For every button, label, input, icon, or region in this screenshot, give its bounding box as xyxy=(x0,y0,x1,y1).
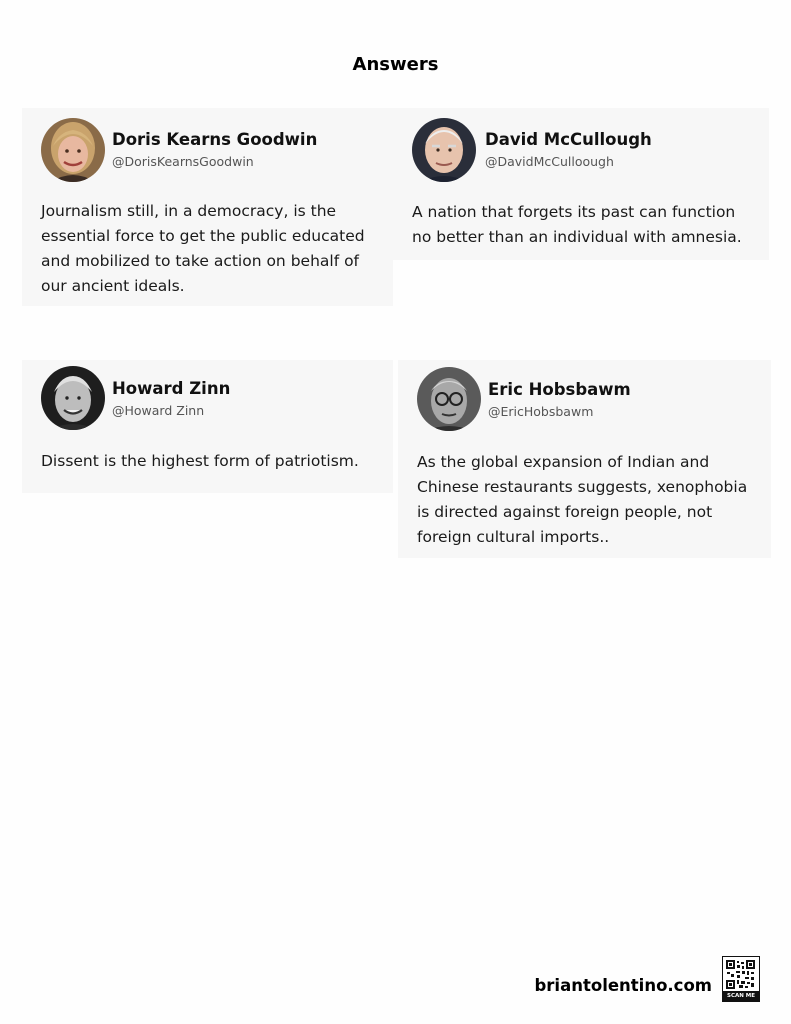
quote-line: essential force to get the public educated xyxy=(41,227,365,245)
author-name: Eric Hobsbawm xyxy=(488,380,631,399)
portrait-icon xyxy=(412,118,476,182)
avatar xyxy=(417,367,481,431)
quote-line: is directed against foreign people, not xyxy=(417,503,713,521)
quote-text xyxy=(41,199,386,299)
portrait-icon xyxy=(41,366,105,430)
author-name: Howard Zinn xyxy=(112,379,231,398)
qr-code-icon xyxy=(726,960,755,989)
portrait-icon xyxy=(41,118,105,182)
quote-line: and mobilized to take action on behalf of xyxy=(41,252,360,270)
qr-label: SCAN ME xyxy=(723,991,759,1001)
qr-code[interactable] xyxy=(722,956,760,1002)
author-handle: @EricHobsbawm xyxy=(488,404,594,419)
quote-line: Dissent is the highest form of patriotism. xyxy=(41,452,359,470)
author-handle: @DorisKearnsGoodwin xyxy=(112,154,254,169)
quote-card-howard-zinn xyxy=(22,360,393,493)
author-handle: @Howard Zinn xyxy=(112,403,205,418)
author-handle: @DavidMcCulloough xyxy=(485,154,614,169)
quote-line: Chinese restaurants suggests, xenophobia xyxy=(417,478,748,496)
website-link[interactable]: briantolentino.com xyxy=(534,976,712,995)
quote-line: foreign cultural imports.. xyxy=(417,528,610,546)
quote-text xyxy=(41,449,386,474)
author-name: David McCullough xyxy=(485,130,652,149)
avatar xyxy=(41,366,105,430)
quote-line: As the global expansion of Indian and xyxy=(417,453,710,471)
quote-line: A nation that forgets its past can function xyxy=(412,203,736,221)
portrait-icon xyxy=(417,367,481,431)
quote-line: Journalism still, in a democracy, is the xyxy=(41,202,337,220)
quote-card-eric-hobsbawm xyxy=(398,360,771,558)
page-title: Answers xyxy=(352,54,439,75)
avatar xyxy=(41,118,105,182)
quote-card-doris-kearns-goodwin xyxy=(22,108,393,306)
avatar xyxy=(412,118,476,182)
quote-card-david-mccullough xyxy=(393,108,769,260)
quote-line: no better than an individual with amnesia. xyxy=(412,228,742,246)
quote-text xyxy=(417,450,765,550)
author-name: Doris Kearns Goodwin xyxy=(112,130,318,149)
quote-line: our ancient ideals. xyxy=(41,277,185,295)
quote-text xyxy=(412,200,762,250)
